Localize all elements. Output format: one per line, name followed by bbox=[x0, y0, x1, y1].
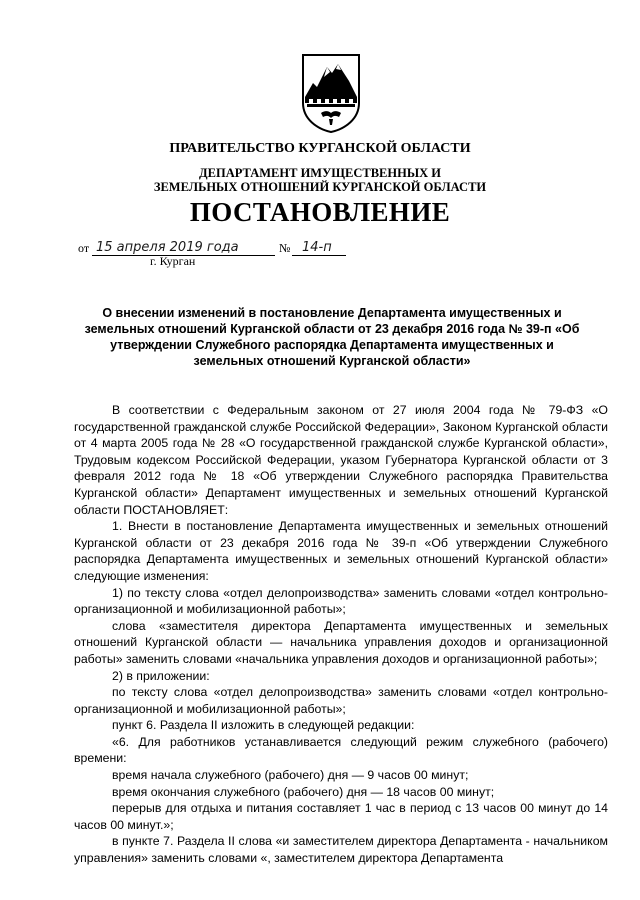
body-paragraph-preamble: В соответствии с Федеральным законом от 27 июля 2004 года № 79-ФЗ «О государственной гражданской службе Российской Федерации», Законом Курганской области от 4 марта 2005 года № 28 «О государственной гражданской службе Курганской области», Трудовым кодексом Российской Федерации, указом Губернатора Курганской области от 3 февраля 2012 года № 18 «Об утверждении Служебного распорядка Правительства Курганской области» Департамент имущественных и земельных отношений Курганской области ПОСТАНОВЛЯЕТ: bbox=[74, 403, 608, 517]
government-name: ПРАВИТЕЛЬСТВО КУРГАНСКОЙ ОБЛАСТИ bbox=[169, 141, 471, 156]
body-paragraph: по тексту слова «отдел делопроизводства» заменить словами «отдел контрольно-организационной и мобилизационной работы»; bbox=[74, 685, 608, 716]
department-name-line2: ЗЕМЕЛЬНЫХ ОТНОШЕНИЙ КУРГАНСКОЙ ОБЛАСТИ bbox=[153, 180, 487, 194]
city-name: г. Курган bbox=[150, 254, 196, 268]
date-number-line bbox=[78, 238, 348, 260]
body-paragraph-item-1: 1. Внести в постановление Департамента имущественных и земельных отношений Курганской области от 23 декабря 2016 года № 39-п «Об утверждении Служебного распорядка Департамента имущественных и земельных отношений Курганской области» следующие изменения: bbox=[74, 519, 608, 583]
number-label: № bbox=[279, 241, 291, 255]
body-paragraph: время начала служебного (рабочего) дня — 9 часов 00 минут; bbox=[112, 768, 469, 783]
handwritten-number: 14-п bbox=[302, 240, 332, 255]
document-subject-title: О внесении изменений в постановление Департамента имущественных и земельных отношений Курганской области от 23 декабря 2016 года № 39-п «Об утверждении Служебного распорядка Департамента имущественных и земельных отношений Курганской области» bbox=[84, 306, 580, 368]
body-paragraph: перерыв для отдыха и питания составляет 1 час в период с 13 часов 00 минут до 14 часов 00 минут.»; bbox=[74, 801, 608, 832]
body-paragraph-subitem-2: 2) в приложении: bbox=[112, 668, 210, 683]
kurgan-oblast-coat-of-arms-icon bbox=[299, 53, 363, 133]
body-paragraph: пункт 6. Раздела II изложить в следующей редакции: bbox=[112, 718, 415, 733]
body-paragraph: время окончания служебного (рабочего) дня — 18 часов 00 минут; bbox=[112, 784, 495, 799]
document-body bbox=[74, 402, 608, 867]
handwritten-date: 15 апреля 2019 года bbox=[96, 240, 239, 255]
date-from-label: от bbox=[78, 241, 90, 255]
body-paragraph: в пункте 7. Раздела II слова «и заместителем директора Департамента - начальником управления» заменить словами «, заместителем директора Департамента bbox=[74, 834, 608, 866]
body-paragraph: слова «заместителя директора Департамента имущественных и земельных отношений Курганской области — начальника управления доходов и организационной работы» заменить словами «начальника управления доходов и организационной работы»; bbox=[74, 618, 608, 666]
department-name-line1: ДЕПАРТАМЕНТ ИМУЩЕСТВЕННЫХ И bbox=[199, 166, 441, 180]
body-paragraph-subitem-1: 1) по тексту слова «отдел делопроизводства» заменить словами «отдел контрольно-организационной и мобилизационной работы»; bbox=[74, 585, 608, 617]
document-type-title: ПОСТАНОВЛЕНИЕ bbox=[189, 197, 451, 227]
body-paragraph: «6. Для работников устанавливается следующий режим служебного (рабочего) времени: bbox=[74, 734, 608, 766]
number-underline bbox=[292, 255, 346, 256]
